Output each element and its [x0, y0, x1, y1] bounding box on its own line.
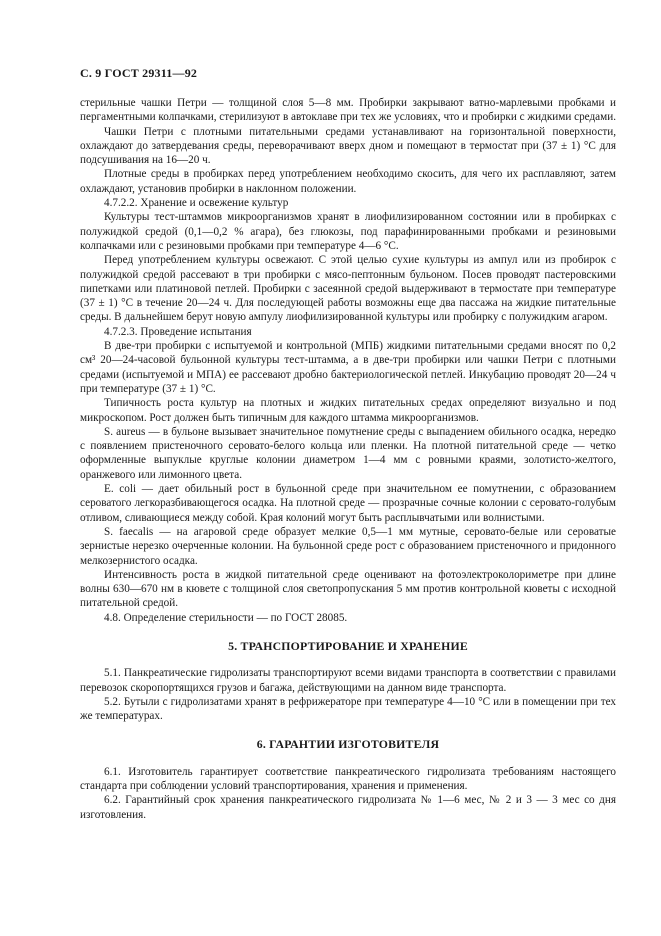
paragraph: 6.1. Изготовитель гарантирует соответствие панкреатического гидролизата требованиям настоящего стандарта при соблюдении условий транспортирования, хранения и применения. — [80, 765, 616, 793]
paragraph: Плотные среды в пробирках перед употреблением необходимо скосить, для чего их расплавляют, затем охлаждают, установив пробирки в наклонном положении. — [80, 168, 616, 195]
paragraph: В две-три пробирки с испытуемой и контрольной (МПБ) жидкими питательными средами вносят по 0,2 см³ 20—24-часовой бульонной культуры тест-штамма, а в две-три пробирки или чашки Петри с плотными средами (испытуемой и МПА) ее рассевают дробно бактериологической петлей. Инкубацию проводят 20—24 ч при температуре (37 ± 1) °С. — [80, 340, 616, 395]
paragraph: стерильные чашки Петри — толщиной слоя 5—8 мм. Пробирки закрывают ватно-марлевыми пробками и пергаментными колпачками, стерилизуют в автоклаве при тех же условиях, что и пробирки с жидкими средами. — [80, 97, 617, 124]
paragraph: Культуры тест-штаммов микроорганизмов хранят в лиофилизированном состоянии или в пробирках с полужидкой средой (0,1—0,2 % агара), без глюкозы, под парафинированными пробками и резиновыми колпачками или с резиновыми пробками при температуре 4—6 °С. — [80, 211, 616, 252]
paragraph: Интенсивность роста в жидкой питательной среде оценивают на фотоэлектроколориметре при длине волны 630—670 нм в кювете с толщиной слоя светопропускания 5 мм против контрольной кюветы с исходной питательной средой. — [80, 568, 616, 610]
paragraph: Чашки Петри с плотными питательными средами устанавливают на горизонтальной поверхности, охлаждают до затвердевания среды, переворачивают вверх дном и помещают в термостат при (37 ± 1) °С для подсушивания на 16—20 ч. — [80, 125, 616, 167]
paragraph: Типичность роста культур на плотных и жидких питательных средах определяют визуально и под микроскопом. Рост должен быть типичным для каждого штамма микроорганизмов. — [80, 397, 616, 424]
paragraph: 5.1. Панкреатические гидролизаты транспортируют всеми видами транспорта в соответствии с правилами перевозок скоропортящихся грузов и багажа, действующими на данном виде транспорта. — [80, 667, 616, 694]
paragraph: S. faecalis — на агаровой среде образует мелкие 0,5—1 мм мутные, серовато-белые или сероватые зернистые нерезко очерченные колонии. На бульонной среде рост с образованием пристеночного и придонного мелкозернистого осадка. — [80, 525, 616, 567]
subsection-title: 4.7.2.2. Хранение и освежение культур — [104, 197, 289, 210]
document-body — [80, 96, 616, 822]
paragraph: Перед употреблением культуры освежают. С этой целью сухие культуры из ампул или из пробирок с полужидкой средой рассевают в три пробирки с мясо-пептонным бульоном. Посев проводят пастеровскими пипетками или платиновой петлей. Пробирки с засеянной средой выдерживают в термостате при температуре (37 ± 1) °С в течение 20—24 ч. Для последующей работы возможны еще два пассажа на жидкие питательные среды. В дальнейшем берут новую ампулу лиофилизированной культуры или пробирку с полужидким агаром. — [80, 254, 616, 324]
paragraph: 5.2. Бутыли с гидролизатами хранят в рефрижераторе при температуре 4—10 °С или в помещении при тех же температурах. — [80, 695, 616, 723]
subsection-title: 4.7.2.3. Проведение испытания — [104, 325, 252, 338]
paragraph: 6.2. Гарантийный срок хранения панкреатического гидролизата № 1—6 мес, № 2 и 3 — 3 мес со дня изготовления. — [80, 794, 616, 821]
paragraph: E. coli — дает обильный рост в бульонной среде при значительном ее помутнении, с образованием сероватого легкоразбивающегося осадка. На плотной среде — прозрачные сочные колонии с серовато-голубым отливом, сливающиеся между собой. Края колоний могут быть расплывчатыми или волнистыми. — [80, 483, 616, 524]
section-title: 5. ТРАНСПОРТИРОВАНИЕ И ХРАНЕНИЕ — [228, 638, 468, 653]
paragraph: 4.8. Определение стерильности — по ГОСТ 28085. — [104, 611, 348, 624]
page-header: С. 9 ГОСТ 29311—92 — [80, 66, 198, 80]
section-title: 6. ГАРАНТИИ ИЗГОТОВИТЕЛЯ — [256, 737, 440, 752]
paragraph: S. aureus — в бульоне вызывает значительное помутнение среды с выпадением обильного осадка, нередко с появлением пристеночного серовато-белого кольца или пленки. На плотной питательной среде — четко оформленные выпуклые круглые колонии диаметром 1—4 мм с ровными краями, золотисто-желтого, оранжевого или лимонного цвета. — [80, 425, 616, 481]
